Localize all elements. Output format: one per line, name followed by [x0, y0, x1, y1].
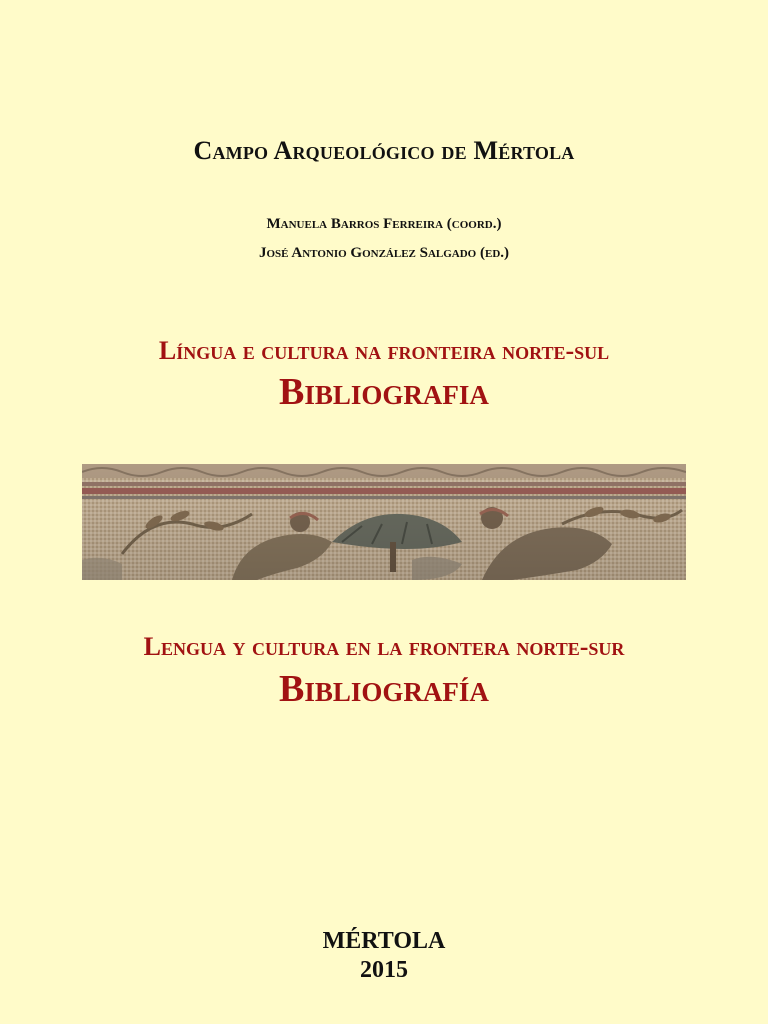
- coordinator-name: Manuela Barros Ferreira (coord.): [266, 216, 502, 232]
- mosaic-image: [82, 464, 686, 580]
- portuguese-subtitle: Língua e cultura na fronteira norte-sul: [158, 336, 610, 365]
- spanish-subtitle: Lengua y cultura en la frontera norte-sur: [143, 632, 625, 661]
- editor-name: José Antonio González Salgado (ed.): [258, 245, 510, 261]
- publication-place: MÉRTOLA: [322, 928, 446, 954]
- portuguese-title: Bibliografia: [279, 371, 489, 413]
- spanish-title: Bibliografía: [279, 668, 489, 710]
- institution-name: Campo Arqueológico de Mértola: [193, 136, 575, 165]
- publication-year: 2015: [360, 957, 408, 983]
